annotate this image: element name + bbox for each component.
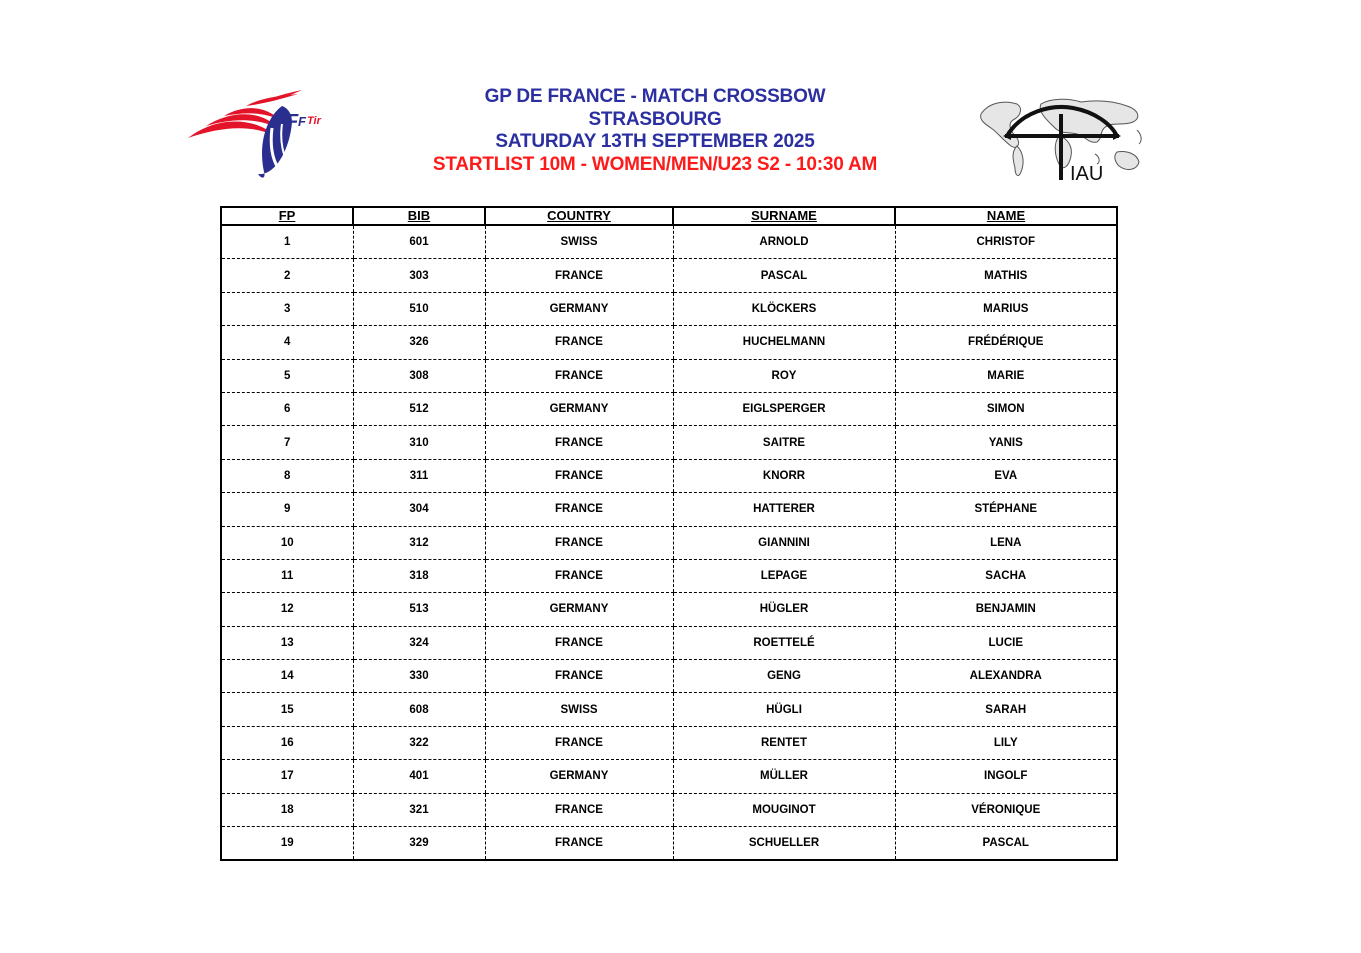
cell-bib: 326 xyxy=(353,326,485,359)
cell-name: MATHIS xyxy=(895,259,1117,292)
cell-country: FRANCE xyxy=(485,726,673,759)
cell-surname: KNORR xyxy=(673,459,895,492)
cell-name: SACHA xyxy=(895,559,1117,592)
cell-fp: 13 xyxy=(221,626,353,659)
cell-fp: 7 xyxy=(221,426,353,459)
cell-name: EVA xyxy=(895,459,1117,492)
cell-surname: ARNOLD xyxy=(673,225,895,259)
fftir-logo xyxy=(186,88,338,182)
cell-name: YANIS xyxy=(895,426,1117,459)
cell-surname: MÜLLER xyxy=(673,760,895,793)
cell-name: CHRISTOF xyxy=(895,225,1117,259)
cell-fp: 2 xyxy=(221,259,353,292)
cell-country: FRANCE xyxy=(485,426,673,459)
table-row xyxy=(221,326,1117,359)
cell-bib: 321 xyxy=(353,793,485,826)
cell-surname: HÜGLER xyxy=(673,593,895,626)
table-row xyxy=(221,459,1117,492)
cell-country: SWISS xyxy=(485,225,673,259)
cell-fp: 11 xyxy=(221,559,353,592)
cell-name: SARAH xyxy=(895,693,1117,726)
table-row xyxy=(221,225,1117,259)
cell-surname: KLÖCKERS xyxy=(673,292,895,325)
cell-bib: 322 xyxy=(353,726,485,759)
table-header-row xyxy=(221,207,1117,225)
table-row xyxy=(221,493,1117,526)
cell-bib: 512 xyxy=(353,392,485,425)
cell-surname: EIGLSPERGER xyxy=(673,392,895,425)
event-title: GP DE FRANCE - MATCH CROSSBOW xyxy=(484,86,826,107)
cell-name: MARIUS xyxy=(895,292,1117,325)
cell-surname: SCHUELLER xyxy=(673,827,895,861)
cell-surname: RENTET xyxy=(673,726,895,759)
cell-bib: 312 xyxy=(353,526,485,559)
cell-surname: PASCAL xyxy=(673,259,895,292)
fftir-f1-glyph: F xyxy=(286,111,299,133)
cell-name: LENA xyxy=(895,526,1117,559)
cell-name: BENJAMIN xyxy=(895,593,1117,626)
table-row xyxy=(221,726,1117,759)
cell-fp: 9 xyxy=(221,493,353,526)
event-location: STRASBOURG xyxy=(588,108,722,130)
cell-country: FRANCE xyxy=(485,827,673,861)
cell-country: FRANCE xyxy=(485,493,673,526)
fftir-tir-glyph: Tir xyxy=(307,115,321,127)
cell-name: MARIE xyxy=(895,359,1117,392)
cell-surname: ROETTELÉ xyxy=(673,626,895,659)
cell-country: FRANCE xyxy=(485,259,673,292)
cell-bib: 324 xyxy=(353,626,485,659)
cell-fp: 19 xyxy=(280,837,294,850)
table-row xyxy=(221,292,1117,325)
cell-country: GERMANY xyxy=(485,292,673,325)
cell-surname: ROY xyxy=(673,359,895,392)
startlist-table xyxy=(220,206,1118,861)
table-row xyxy=(221,760,1117,793)
cell-name: FRÉDÉRIQUE xyxy=(895,326,1117,359)
cell-fp: 18 xyxy=(221,793,353,826)
cell-bib: 401 xyxy=(353,760,485,793)
startlist-title: STARTLIST 10M - WOMEN/MEN/U23 S2 - 10:30 AM xyxy=(432,153,878,175)
cell-country: FRANCE xyxy=(485,359,673,392)
cell-name: INGOLF xyxy=(895,760,1117,793)
cell-country: GERMANY xyxy=(485,760,673,793)
column-header-bib: BIB xyxy=(353,207,485,225)
table-row xyxy=(221,693,1117,726)
cell-fp: 15 xyxy=(221,693,353,726)
table-row xyxy=(221,526,1117,559)
iau-crossbow-world-logo xyxy=(977,92,1155,186)
cell-country: FRANCE xyxy=(485,326,673,359)
cell-name: VÉRONIQUE xyxy=(895,793,1117,826)
cell-surname: HATTERER xyxy=(673,493,895,526)
cell-country: GERMANY xyxy=(485,593,673,626)
cell-country: SWISS xyxy=(485,693,673,726)
cell-name: LUCIE xyxy=(895,626,1117,659)
cell-bib: 601 xyxy=(353,225,485,259)
cell-name: LILY xyxy=(895,726,1117,759)
cell-surname: LEPAGE xyxy=(673,559,895,592)
cell-name: PASCAL xyxy=(895,827,1117,861)
cell-surname: HUCHELMANN xyxy=(673,326,895,359)
column-header-fp: FP xyxy=(221,207,353,225)
table-row xyxy=(221,660,1117,693)
cell-country: FRANCE xyxy=(485,793,673,826)
table-row xyxy=(221,392,1117,425)
cell-fp: 3 xyxy=(221,292,353,325)
iau-text: IAU xyxy=(1070,163,1104,185)
cell-bib: 330 xyxy=(353,660,485,693)
cell-fp: 5 xyxy=(221,359,353,392)
cell-fp: 10 xyxy=(221,526,353,559)
cell-fp: 17 xyxy=(221,760,353,793)
cell-name: STÉPHANE xyxy=(895,493,1117,526)
cell-bib: 513 xyxy=(353,593,485,626)
cell-bib: 318 xyxy=(353,559,485,592)
cell-bib: 608 xyxy=(353,693,485,726)
table-row xyxy=(221,259,1117,292)
table-row xyxy=(221,593,1117,626)
cell-bib: 304 xyxy=(353,493,485,526)
cell-bib: 510 xyxy=(353,292,485,325)
cell-fp: 16 xyxy=(221,726,353,759)
cell-surname: HÜGLI xyxy=(673,693,895,726)
table-row xyxy=(221,426,1117,459)
cell-fp: 1 xyxy=(221,225,353,259)
cell-surname: GIANNINI xyxy=(673,526,895,559)
cell-fp: 8 xyxy=(221,459,353,492)
cell-bib: 310 xyxy=(353,426,485,459)
cell-fp: 6 xyxy=(221,392,353,425)
document-header xyxy=(340,86,970,176)
cell-country: GERMANY xyxy=(485,392,673,425)
event-date: SATURDAY 13TH SEPTEMBER 2025 xyxy=(495,131,815,152)
cell-bib: 311 xyxy=(353,459,485,492)
cell-country: FRANCE xyxy=(485,660,673,693)
cell-country: FRANCE xyxy=(485,626,673,659)
cell-country: FRANCE xyxy=(485,559,673,592)
cell-surname: SAITRE xyxy=(673,426,895,459)
cell-name: SIMON xyxy=(895,392,1117,425)
table-row xyxy=(221,559,1117,592)
cell-fp: 4 xyxy=(221,326,353,359)
cell-surname: MOUGINOT xyxy=(673,793,895,826)
cell-country: FRANCE xyxy=(485,459,673,492)
table-row xyxy=(221,793,1117,826)
cell-surname: GENG xyxy=(673,660,895,693)
table-row xyxy=(221,359,1117,392)
column-header-surname: SURNAME xyxy=(673,207,895,225)
cell-bib: 308 xyxy=(353,359,485,392)
cell-country: FRANCE xyxy=(485,526,673,559)
table-row xyxy=(221,827,1117,861)
cell-fp: 12 xyxy=(221,593,353,626)
cell-bib: 329 xyxy=(353,827,485,861)
cell-name: ALEXANDRA xyxy=(895,660,1117,693)
column-header-country: COUNTRY xyxy=(485,207,673,225)
column-header-name: NAME xyxy=(895,207,1117,225)
fftir-f2-glyph: F xyxy=(298,114,306,129)
cell-fp: 14 xyxy=(221,660,353,693)
cell-bib: 303 xyxy=(353,259,485,292)
table-row xyxy=(221,626,1117,659)
